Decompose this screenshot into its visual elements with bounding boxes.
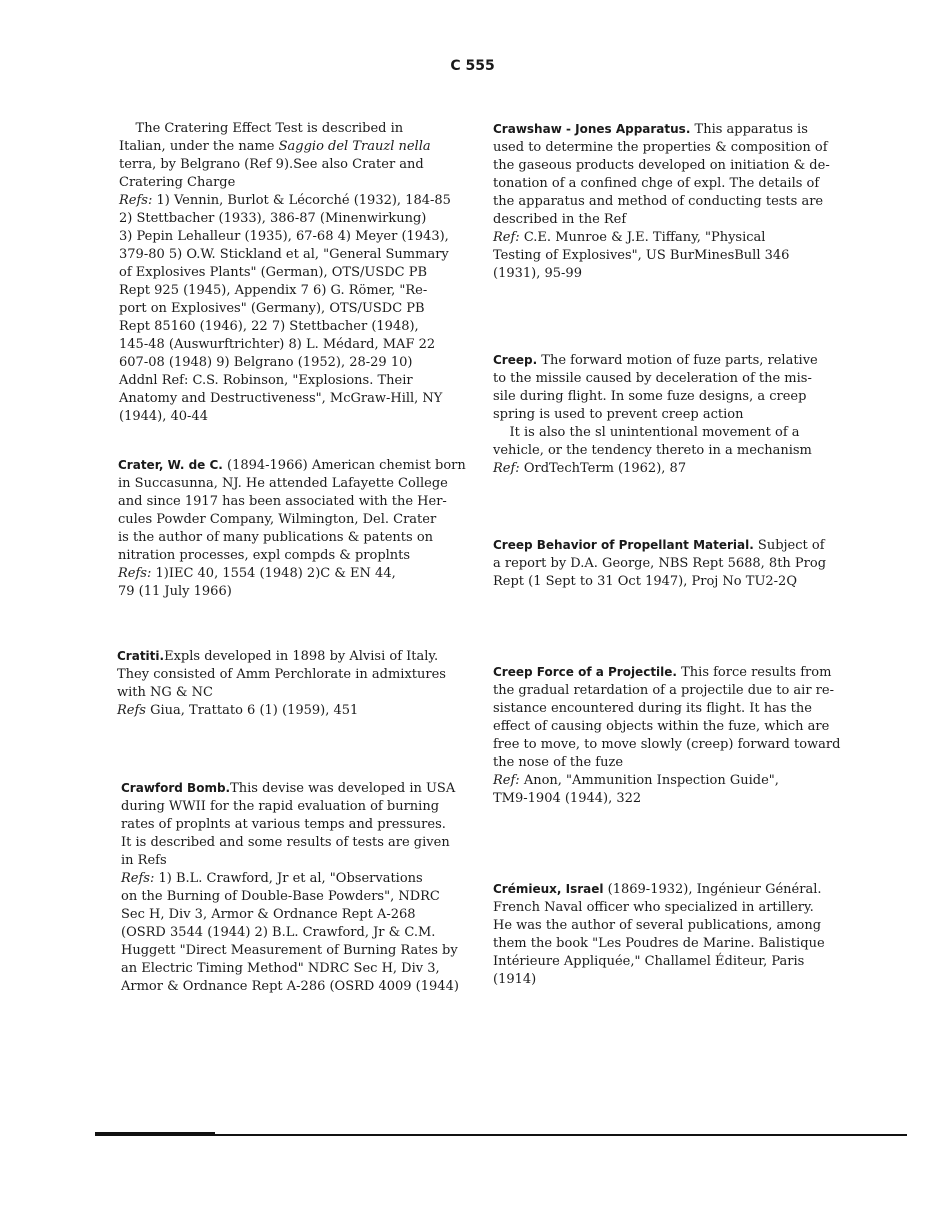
refs-line: 145-48 (Auswurftrichter) 8) L. Médard, MAF 22 bbox=[119, 337, 436, 352]
refs-line: Armor & Ordnance Rept A-286 (OSRD 4009 (1944) bbox=[121, 979, 459, 994]
entry-heading: Crater, W. de C. bbox=[118, 458, 223, 472]
text-line: free to move, to move slowly (creep) forward toward bbox=[493, 737, 841, 752]
text-line: sile during flight. In some fuze designs, a creep bbox=[493, 389, 807, 404]
text-line bbox=[117, 647, 446, 666]
italic-term: Saggio del Trauzl nella bbox=[278, 139, 431, 154]
refs-line bbox=[117, 702, 446, 720]
refs-line: 3) Pepin Lehalleur (1935), 67-68 4) Meyer (1943), bbox=[119, 229, 449, 244]
refs-text: 1) Vennin, Burlot & Lécorché (1932), 184-85 bbox=[152, 193, 451, 208]
text-fragment: Italian, under the name bbox=[119, 139, 279, 154]
entry-heading: Creep Behavior of Propellant Material. bbox=[493, 538, 754, 552]
refs-line: 379-80 5) O.W. Stickland et al, "General Summary bbox=[119, 247, 449, 262]
refs-line: an Electric Timing Method" NDRC Sec H, Div 3, bbox=[121, 961, 440, 976]
entry-cremieux bbox=[493, 880, 825, 989]
refs-text: C.E. Munroe & J.E. Tiffany, "Physical bbox=[519, 230, 766, 245]
entry-cratering-effect-test bbox=[119, 120, 451, 426]
text-line: effect of causing objects within the fuze, which are bbox=[493, 719, 830, 734]
refs-line bbox=[493, 460, 818, 478]
text-fragment: (1894-1966) American chemist born bbox=[222, 458, 466, 473]
text-line: nitration processes, expl compds & proplnts bbox=[118, 548, 411, 563]
text-line: Intérieure Appliquée," Challamel Éditeur, Paris bbox=[493, 954, 805, 969]
refs-line: port on Explosives" (Germany), OTS/USDC PB bbox=[119, 301, 425, 316]
refs-label: Refs: bbox=[118, 566, 152, 581]
text-line: is the author of many publications & patents on bbox=[118, 530, 434, 545]
text-line: to the missile caused by deceleration of the mis- bbox=[493, 371, 812, 386]
refs-line bbox=[493, 229, 830, 247]
text-line: Rept (1 Sept to 31 Oct 1947), Proj No TU2-2Q bbox=[493, 574, 797, 589]
text-line: during WWII for the rapid evaluation of burning bbox=[121, 799, 440, 814]
entry-crater bbox=[118, 456, 466, 601]
entry-heading: Creep Force of a Projectile. bbox=[493, 665, 677, 679]
refs-label: Ref: bbox=[493, 461, 520, 476]
text-line bbox=[493, 536, 826, 555]
refs-line: Rept 925 (1945), Appendix 7 6) G. Römer, "Re- bbox=[119, 283, 428, 298]
text-line bbox=[493, 663, 840, 682]
text-line: the nose of the fuze bbox=[493, 755, 624, 770]
refs-line: 2) Stettbacher (1933), 386-87 (Minenwirkung) bbox=[119, 211, 427, 226]
text-fragment: The forward motion of fuze parts, relative bbox=[537, 353, 818, 368]
text-line: sistance encountered during its flight. It has the bbox=[493, 701, 812, 716]
text-fragment: This apparatus is bbox=[690, 122, 808, 137]
refs-line: (1931), 95-99 bbox=[493, 266, 582, 281]
refs-label: Refs: bbox=[121, 871, 155, 886]
refs-text: Giua, Trattato 6 (1) (1959), 451 bbox=[145, 703, 359, 718]
text-line: It is also the sl unintentional movement of a bbox=[493, 425, 800, 440]
text-line bbox=[493, 351, 818, 370]
text-line: cules Powder Company, Wilmington, Del. Crater bbox=[118, 512, 437, 527]
text-line: spring is used to prevent creep action bbox=[493, 407, 744, 422]
text-fragment: Subject of bbox=[753, 538, 825, 553]
text-line: The Cratering Effect Test is described in bbox=[119, 121, 404, 136]
text-line: terra, by Belgrano (Ref 9).See also Crater and bbox=[119, 157, 424, 172]
refs-text: OrdTechTerm (1962), 87 bbox=[519, 461, 687, 476]
refs-line: TM9-1904 (1944), 322 bbox=[493, 791, 642, 806]
refs-line: 607-08 (1948) 9) Belgrano (1952), 28-29 10) bbox=[119, 355, 413, 370]
text-fragment: This force results from bbox=[676, 665, 832, 680]
text-fragment: This devise was developed in USA bbox=[230, 781, 456, 796]
text-line: tonation of a confined chge of expl. The details of bbox=[493, 176, 820, 191]
refs-text: 1) B.L. Crawford, Jr et al, "Observations bbox=[154, 871, 423, 886]
entry-heading: Crémieux, Israel bbox=[493, 882, 604, 896]
refs-label: Ref: bbox=[493, 773, 520, 788]
refs-line: Anatomy and Destructiveness", McGraw-Hill, NY bbox=[119, 391, 443, 406]
text-line bbox=[493, 120, 830, 139]
text-line: They consisted of Amm Perchlorate in admixtures bbox=[117, 667, 446, 682]
text-line: the gradual retardation of a projectile due to air re- bbox=[493, 683, 834, 698]
refs-line bbox=[493, 772, 840, 790]
refs-line: (OSRD 3544 (1944) 2) B.L. Crawford, Jr & C.M. bbox=[121, 925, 436, 940]
entry-heading: Cratiti. bbox=[117, 649, 165, 663]
refs-label: Refs: bbox=[119, 193, 153, 208]
refs-line: Testing of Explosives", US BurMinesBull 346 bbox=[493, 248, 790, 263]
text-line: the apparatus and method of conducting tests are bbox=[493, 194, 824, 209]
refs-text: Anon, "Ammunition Inspection Guide", bbox=[519, 773, 779, 788]
entry-heading: Creep. bbox=[493, 353, 538, 367]
text-line: in Succasunna, NJ. He attended Lafayette College bbox=[118, 476, 448, 491]
text-line: used to determine the properties & composition of bbox=[493, 140, 828, 155]
text-line: described in the Ref bbox=[493, 212, 627, 227]
entry-heading: Crawford Bomb. bbox=[121, 781, 231, 795]
text-fragment: Expls developed in 1898 by Alvisi of Italy. bbox=[164, 649, 439, 664]
entry-creep bbox=[493, 351, 818, 478]
refs-text: 1)IEC 40, 1554 (1948) 2)C & EN 44, bbox=[151, 566, 396, 581]
text-line: It is described and some results of tests are given bbox=[121, 835, 450, 850]
text-line: them the book "Les Poudres de Marine. Balistique bbox=[493, 936, 825, 951]
refs-line: on the Burning of Double-Base Powders", NDRC bbox=[121, 889, 440, 904]
refs-line: (1944), 40-44 bbox=[119, 409, 208, 424]
refs-label: Refs bbox=[117, 703, 146, 718]
text-line: in Refs bbox=[121, 853, 167, 868]
refs-line bbox=[118, 565, 466, 583]
entry-crawshaw-jones-apparatus bbox=[493, 120, 830, 283]
text-line: rates of proplnts at various temps and pressures. bbox=[121, 817, 446, 832]
text-line: Cratering Charge bbox=[119, 175, 236, 190]
refs-line: of Explosives Plants" (German), OTS/USDC PB bbox=[119, 265, 428, 280]
refs-label: Ref: bbox=[493, 230, 520, 245]
entry-creep-force bbox=[493, 663, 840, 808]
refs-line: 79 (11 July 1966) bbox=[118, 584, 232, 599]
refs-line: Addnl Ref: C.S. Robinson, "Explosions. Their bbox=[119, 373, 413, 388]
refs-line: Huggett "Direct Measurement of Burning Rates by bbox=[121, 943, 458, 958]
text-line: vehicle, or the tendency thereto in a mechanism bbox=[493, 443, 812, 458]
refs-line bbox=[119, 192, 451, 210]
text-line: (1914) bbox=[493, 972, 537, 987]
text-line: with NG & NC bbox=[117, 685, 213, 700]
page-number: C 555 bbox=[450, 58, 495, 74]
text-line bbox=[493, 880, 825, 899]
text-line: and since 1917 has been associated with the Her- bbox=[118, 494, 447, 509]
text-line: a report by D.A. George, NBS Rept 5688, 8th Prog bbox=[493, 556, 827, 571]
refs-line bbox=[121, 870, 459, 888]
text-line: French Naval officer who specialized in artillery. bbox=[493, 900, 814, 915]
refs-line: Rept 85160 (1946), 22 7) Stettbacher (1948), bbox=[119, 319, 419, 334]
entry-heading: Crawshaw - Jones Apparatus. bbox=[493, 122, 691, 136]
entry-crawford-bomb bbox=[121, 779, 459, 996]
text-line: He was the author of several publications, among bbox=[493, 918, 822, 933]
text-line bbox=[119, 138, 451, 156]
footer-rule bbox=[95, 1134, 907, 1136]
entry-creep-behavior bbox=[493, 536, 826, 591]
text-line: the gaseous products developed on initiation & de- bbox=[493, 158, 830, 173]
text-fragment: (1869-1932), Ingénieur Général. bbox=[603, 882, 822, 897]
entry-cratiti bbox=[117, 647, 446, 720]
text-line bbox=[118, 456, 466, 475]
text-line bbox=[121, 779, 459, 798]
refs-line: Sec H, Div 3, Armor & Ordnance Rept A-268 bbox=[121, 907, 416, 922]
